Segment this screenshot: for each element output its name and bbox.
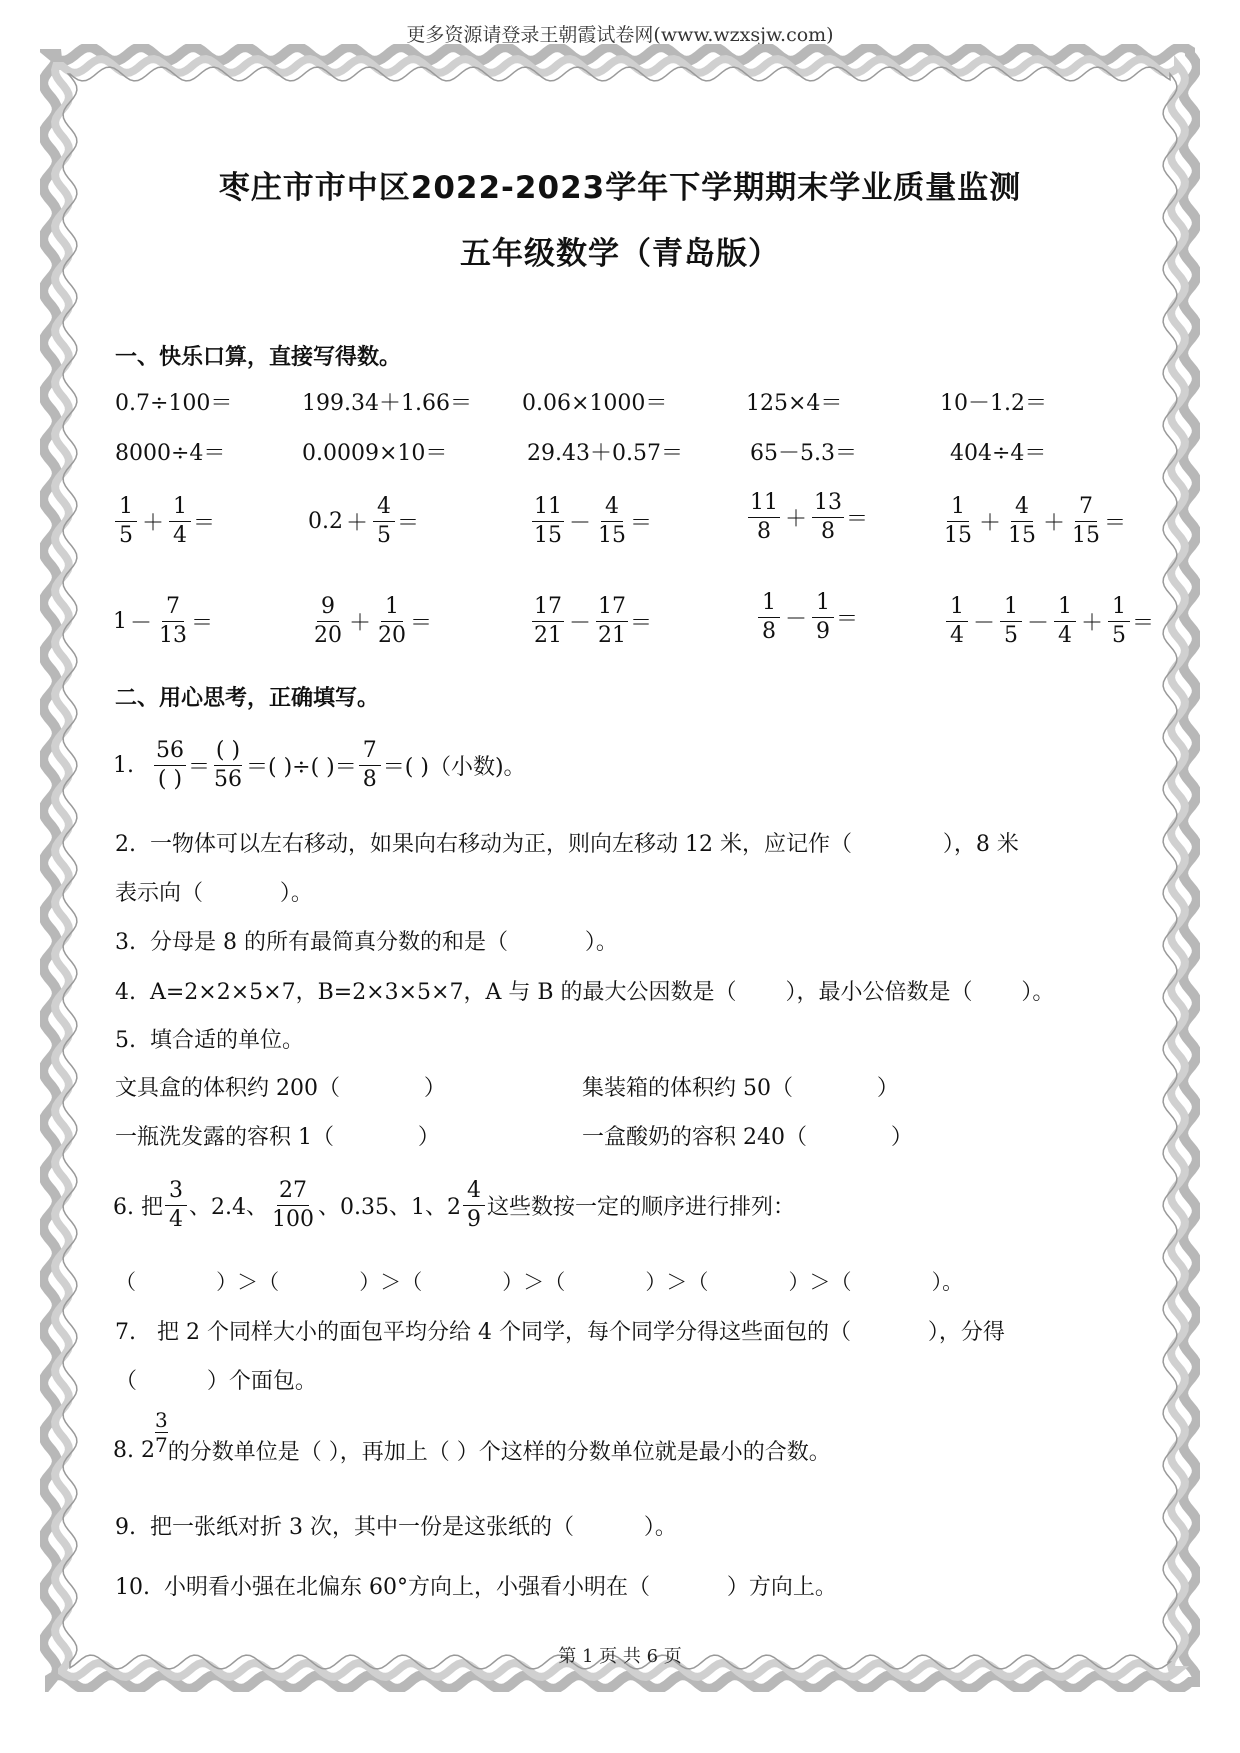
- question-5c: 一瓶洗发露的容积 1（ ）: [115, 1125, 440, 1150]
- question-5: 5. 填合适的单位。: [115, 1028, 304, 1053]
- calc-2-4: 65－5.3＝: [750, 441, 857, 466]
- section2-heading: 二、用心思考，正确填写。: [115, 686, 380, 711]
- frac-calc-f: 1 － $\frac{7}{13}$ ＝: [113, 594, 214, 648]
- question-8: 8. 2 $\frac{3}{7}$ 的分数单位是（ ），再加上（ ）个这样的分数单位就是最小的合数。: [113, 1408, 831, 1465]
- frac-calc-c: $\frac{11}{15}$ － $\frac{4}{15}$ ＝: [534, 494, 653, 548]
- frac-calc-b: 0.2 ＋ $\frac{4}{5}$ ＝: [308, 494, 420, 548]
- page-footer: 第 1 页 共 6 页: [558, 1646, 682, 1667]
- frac-calc-d: $\frac{11}{8}$ ＋ $\frac{13}{8}$ ＝: [750, 490, 869, 544]
- page-title: 枣庄市市中区2022-2023学年下学期期末学业质量监测: [218, 170, 1022, 206]
- question-1: 1. $\frac{56}{( )}$ ＝ $\frac{( )}{56}$ ＝( )÷( )＝ $\frac{7}{8}$ ＝( )（小数)。: [113, 738, 526, 792]
- question-3: 3. 分母是 8 的所有最简真分数的和是（ ）。: [115, 930, 618, 955]
- frac-calc-h: $\frac{17}{21}$ － $\frac{17}{21}$ ＝: [534, 594, 653, 648]
- question-7-line2: （ ）个面包。: [115, 1369, 317, 1394]
- frac-calc-e: $\frac{1}{15}$ ＋ $\frac{4}{15}$ ＋ $\frac{7}{15}$ ＝: [944, 494, 1127, 548]
- calc-2-3: 29.43＋0.57＝: [527, 441, 683, 466]
- calc-1-5: 10－1.2＝: [940, 391, 1047, 416]
- question-5d: 一盒酸奶的容积 240（ ）: [582, 1125, 913, 1150]
- question-4: 4. A=2×2×5×7，B=2×3×5×7，A 与 B 的最大公因数是（ ），最小公倍数是（ ）。: [115, 980, 1055, 1005]
- calc-1-2: 199.34＋1.66＝: [302, 391, 472, 416]
- question-2-line1: 2. 一物体可以左右移动，如果向右移动为正，则向左移动 12 米，应记作（ ），8 米: [115, 832, 1019, 857]
- frac-calc-j: $\frac{1}{4}$ － $\frac{1}{5}$ － $\frac{1}{4}$ ＋ $\frac{1}{5}$ ＝: [944, 596, 1154, 647]
- watermark: 更多资源请登录王朝霞试卷网(www.wzxsjw.com): [406, 24, 834, 46]
- question-9: 9. 把一张纸对折 3 次，其中一份是这张纸的（ ）。: [115, 1515, 677, 1540]
- calc-1-1: 0.7÷100＝: [115, 391, 233, 416]
- question-2-line2: 表示向（ ）。: [115, 881, 313, 906]
- question-10: 10. 小明看小强在北偏东 60°方向上，小强看小明在（ ）方向上。: [115, 1575, 837, 1600]
- question-7-line1: 7. 把 2 个同样大小的面包平均分给 4 个同学，每个同学分得这些面包的（ ），分得: [115, 1320, 1005, 1345]
- question-6-answers: （ ）＞（ ）＞（ ）＞（ ）＞（ ）＞（ ）。: [115, 1270, 964, 1294]
- question-5b: 集装箱的体积约 50（ ）: [582, 1076, 899, 1101]
- frac-calc-a: $\frac{1}{5}$ ＋ $\frac{1}{4}$ ＝: [113, 496, 215, 547]
- question-6: 6. 把 $\frac{3}{4}$ 、2.4、 $\frac{27}{100}$ 、0.35、1、2 $\frac{4}{9}$ 这些数按一定的顺序进行排列：: [113, 1178, 795, 1232]
- frac-calc-g: $\frac{9}{20}$ ＋ $\frac{1}{20}$ ＝: [314, 594, 433, 648]
- page-subtitle: 五年级数学（青岛版）: [460, 236, 780, 272]
- calc-2-1: 8000÷4＝: [115, 441, 226, 466]
- question-5a: 文具盒的体积约 200（ ）: [115, 1076, 446, 1101]
- calc-1-3: 0.06×1000＝: [522, 391, 668, 416]
- calc-2-5: 404÷4＝: [950, 441, 1047, 466]
- frac-calc-i: $\frac{1}{8}$ － $\frac{1}{9}$ ＝: [756, 592, 858, 643]
- section1-heading: 一、快乐口算，直接写得数。: [115, 345, 402, 370]
- calc-1-4: 125×4＝: [746, 391, 843, 416]
- calc-2-2: 0.0009×10＝: [302, 441, 448, 466]
